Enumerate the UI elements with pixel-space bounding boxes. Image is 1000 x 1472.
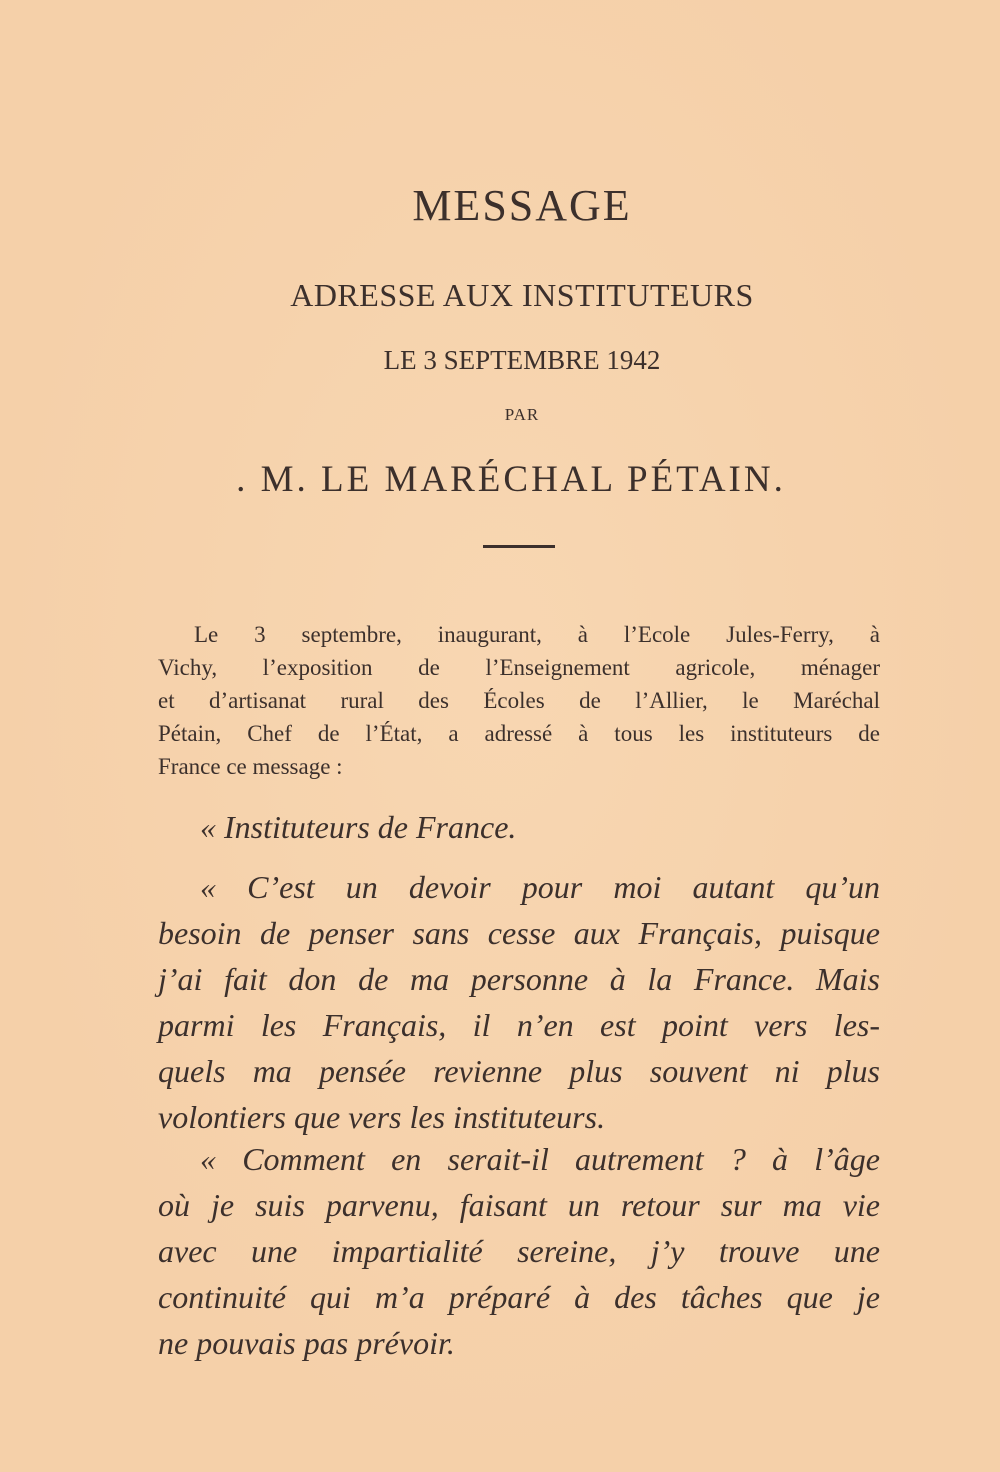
quote-line: « Comment en serait-il autrement ? à l’âge: [200, 1141, 880, 1177]
intro-line: Le 3 septembre, inaugurant, à l’Ecole Jules-Ferry, à: [194, 622, 880, 647]
quote-line: volontiers que vers les instituteurs.: [158, 1099, 606, 1135]
intro-line: et d’artisanat rural des Écoles de l’Allier, le Maréchal: [158, 688, 880, 713]
page-subtitle: ADRESSE AUX INSTITUTEURS: [290, 277, 754, 313]
intro-paragraph: [158, 618, 880, 783]
intro-line: Pétain, Chef de l’État, a adressé à tous les instituteurs de: [158, 721, 880, 746]
quote-line: continuité qui m’a préparé à des tâches que je: [158, 1279, 880, 1315]
quote-line: j’ai fait don de ma personne à la France. Mais: [158, 961, 880, 997]
intro-line: Vichy, l’exposition de l’Enseignement agricole, ménager: [158, 655, 880, 680]
page-title: MESSAGE: [412, 181, 632, 230]
message-date: LE 3 SEPTEMBRE 1942: [383, 345, 661, 375]
quote-line: parmi les Français, il n’en est point vers les-: [158, 1007, 880, 1043]
salutation-line: « Instituteurs de France.: [200, 809, 517, 845]
by-label: PAR: [504, 405, 540, 424]
quote-salutation: [200, 804, 922, 850]
quote-paragraph-1: [158, 864, 880, 1140]
quote-line: ne pouvais pas prévoir.: [158, 1325, 455, 1361]
quote-line: « C’est un devoir pour moi autant qu’un: [200, 869, 880, 905]
quote-paragraph-2: [158, 1136, 880, 1366]
quote-line: quels ma pensée revienne plus souvent ni plus: [158, 1053, 880, 1089]
divider-rule: [483, 545, 555, 548]
author-name: . M. LE MARÉCHAL PÉTAIN.: [236, 459, 786, 500]
quote-line: besoin de penser sans cesse aux Français, puisque: [158, 915, 880, 951]
quote-line: avec une impartialité sereine, j’y trouve une: [158, 1233, 880, 1269]
intro-line: France ce message :: [158, 754, 343, 779]
quote-line: où je suis parvenu, faisant un retour sur ma vie: [158, 1187, 880, 1223]
